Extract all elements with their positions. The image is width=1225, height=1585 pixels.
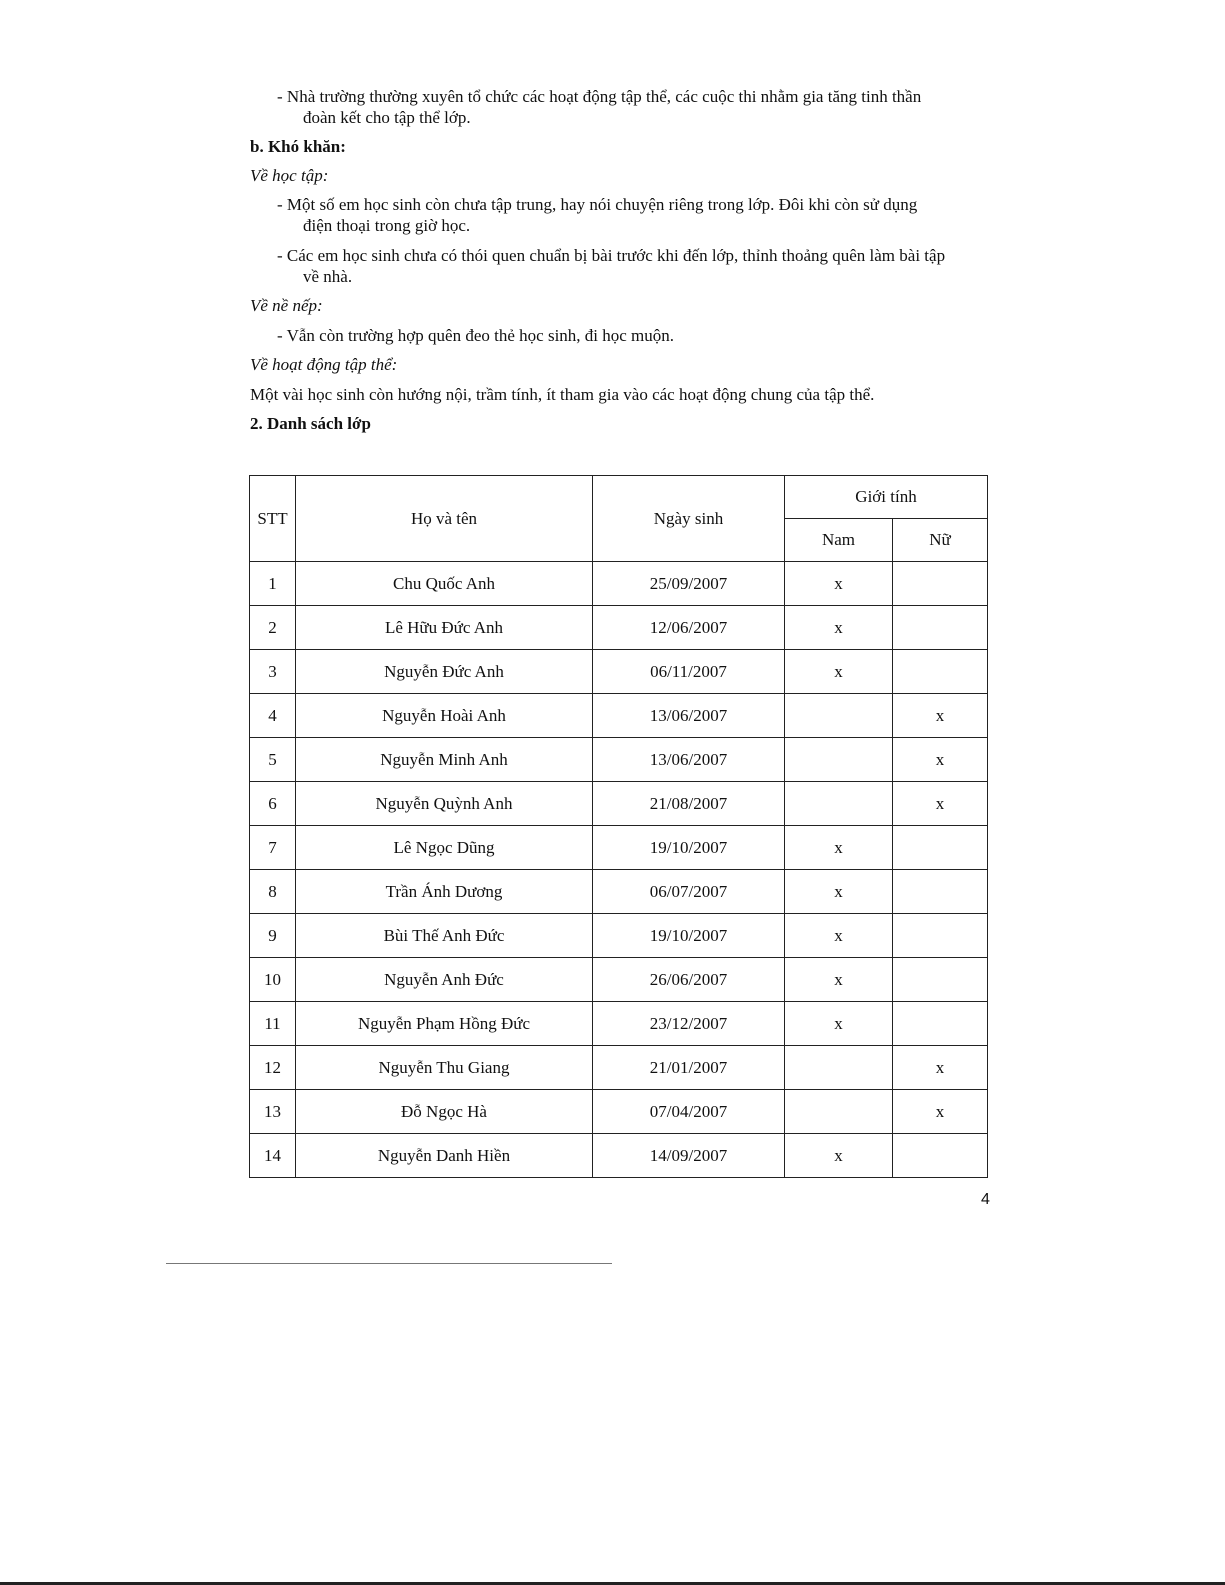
cell-name: Nguyễn Hoài Anh [296, 694, 593, 738]
cell-female [893, 606, 988, 650]
cell-female: x [893, 694, 988, 738]
header-name: Họ và tên [296, 476, 593, 562]
cell-male: x [785, 650, 893, 694]
table-row [250, 826, 988, 870]
table-row [250, 1046, 988, 1090]
cell-stt: 9 [250, 914, 296, 958]
table-row [250, 1134, 988, 1178]
cell-dob: 21/08/2007 [593, 782, 785, 826]
study-bullet-1 [277, 194, 979, 236]
study-bullet-2-line1: - Các em học sinh chưa có thói quen chuẩn bị bài trước khi đến lớp, thỉnh thoảng quên làm bài tập [277, 246, 946, 265]
cell-name: Đỗ Ngọc Hà [296, 1090, 593, 1134]
cell-male: x [785, 958, 893, 1002]
cell-name: Nguyễn Phạm Hồng Đức [296, 1002, 593, 1046]
cell-name: Nguyễn Quỳnh Anh [296, 782, 593, 826]
cell-male [785, 1046, 893, 1090]
table-row [250, 958, 988, 1002]
table-row [250, 738, 988, 782]
cell-stt: 2 [250, 606, 296, 650]
cell-male [785, 782, 893, 826]
cell-female [893, 562, 988, 606]
cell-male [785, 694, 893, 738]
cell-female [893, 958, 988, 1002]
activities-subheading: Về hoạt động tập thể: [250, 355, 398, 374]
cell-dob: 14/09/2007 [593, 1134, 785, 1178]
cell-name: Nguyễn Anh Đức [296, 958, 593, 1002]
cell-female [893, 870, 988, 914]
header-dob: Ngày sinh [593, 476, 785, 562]
cell-name: Nguyễn Danh Hiền [296, 1134, 593, 1178]
study-bullet-2-line2: về nhà. [303, 267, 353, 286]
intro-bullet-line1: - Nhà trường thường xuyên tổ chức các hoạt động tập thể, các cuộc thi nhằm gia tăng tinh thần [277, 87, 922, 106]
study-subheading: Về học tập: [250, 166, 329, 185]
cell-dob: 12/06/2007 [593, 606, 785, 650]
page-number: 4 [981, 1191, 990, 1208]
cell-male [785, 1090, 893, 1134]
cell-stt: 8 [250, 870, 296, 914]
table-row [250, 870, 988, 914]
cell-male [785, 738, 893, 782]
cell-female [893, 650, 988, 694]
cell-stt: 5 [250, 738, 296, 782]
cell-stt: 14 [250, 1134, 296, 1178]
table-row [250, 1090, 988, 1134]
cell-stt: 4 [250, 694, 296, 738]
cell-name: Nguyễn Thu Giang [296, 1046, 593, 1090]
cell-dob: 21/01/2007 [593, 1046, 785, 1090]
table-row [250, 914, 988, 958]
activities-text: Một vài học sinh còn hướng nội, trầm tính, ít tham gia vào các hoạt động chung của tập thể. [250, 385, 875, 404]
cell-stt: 6 [250, 782, 296, 826]
table-row [250, 694, 988, 738]
cell-dob: 06/11/2007 [593, 650, 785, 694]
header-gender: Giới tính [785, 476, 988, 519]
cell-dob: 06/07/2007 [593, 870, 785, 914]
table-header-row [250, 476, 988, 519]
footnote-divider [166, 1263, 612, 1264]
cell-stt: 12 [250, 1046, 296, 1090]
cell-female [893, 1002, 988, 1046]
cell-female [893, 826, 988, 870]
cell-name: Trần Ánh Dương [296, 870, 593, 914]
cell-stt: 11 [250, 1002, 296, 1046]
study-bullet-1-line2: điện thoại trong giờ học. [303, 216, 471, 235]
header-female: Nữ [893, 519, 988, 562]
cell-dob: 07/04/2007 [593, 1090, 785, 1134]
cell-female: x [893, 1090, 988, 1134]
table-row [250, 606, 988, 650]
cell-name: Lê Hữu Đức Anh [296, 606, 593, 650]
cell-stt: 7 [250, 826, 296, 870]
cell-female: x [893, 738, 988, 782]
cell-name: Lê Ngọc Dũng [296, 826, 593, 870]
cell-dob: 25/09/2007 [593, 562, 785, 606]
study-bullet-1-line1: - Một số em học sinh còn chưa tập trung, hay nói chuyện riêng trong lớp. Đôi khi còn sử dụng [277, 195, 918, 214]
cell-name: Chu Quốc Anh [296, 562, 593, 606]
cell-dob: 13/06/2007 [593, 694, 785, 738]
cell-female: x [893, 782, 988, 826]
study-bullet-2 [277, 245, 979, 287]
class-list-heading: 2. Danh sách lớp [250, 414, 371, 433]
cell-stt: 13 [250, 1090, 296, 1134]
cell-male: x [785, 562, 893, 606]
cell-dob: 19/10/2007 [593, 914, 785, 958]
cell-male: x [785, 606, 893, 650]
cell-male: x [785, 1134, 893, 1178]
cell-female [893, 914, 988, 958]
table-row [250, 650, 988, 694]
cell-name: Bùi Thế Anh Đức [296, 914, 593, 958]
discipline-subheading: Về nề nếp: [250, 296, 323, 315]
cell-male: x [785, 870, 893, 914]
cell-female: x [893, 1046, 988, 1090]
table-row [250, 782, 988, 826]
cell-dob: 26/06/2007 [593, 958, 785, 1002]
cell-stt: 10 [250, 958, 296, 1002]
cell-male: x [785, 914, 893, 958]
difficulties-heading: b. Khó khăn: [250, 137, 346, 156]
cell-dob: 23/12/2007 [593, 1002, 785, 1046]
cell-dob: 13/06/2007 [593, 738, 785, 782]
cell-male: x [785, 826, 893, 870]
table-row [250, 1002, 988, 1046]
header-male: Nam [785, 519, 893, 562]
cell-stt: 3 [250, 650, 296, 694]
cell-dob: 19/10/2007 [593, 826, 785, 870]
table-row [250, 562, 988, 606]
cell-female [893, 1134, 988, 1178]
intro-bullet [277, 86, 979, 128]
intro-bullet-line2: đoàn kết cho tập thể lớp. [303, 108, 471, 127]
cell-name: Nguyễn Minh Anh [296, 738, 593, 782]
header-stt: STT [250, 476, 296, 562]
class-list-table [249, 475, 988, 1178]
cell-male: x [785, 1002, 893, 1046]
discipline-bullet: - Vẫn còn trường hợp quên đeo thẻ học sinh, đi học muộn. [277, 326, 675, 345]
cell-name: Nguyễn Đức Anh [296, 650, 593, 694]
cell-stt: 1 [250, 562, 296, 606]
